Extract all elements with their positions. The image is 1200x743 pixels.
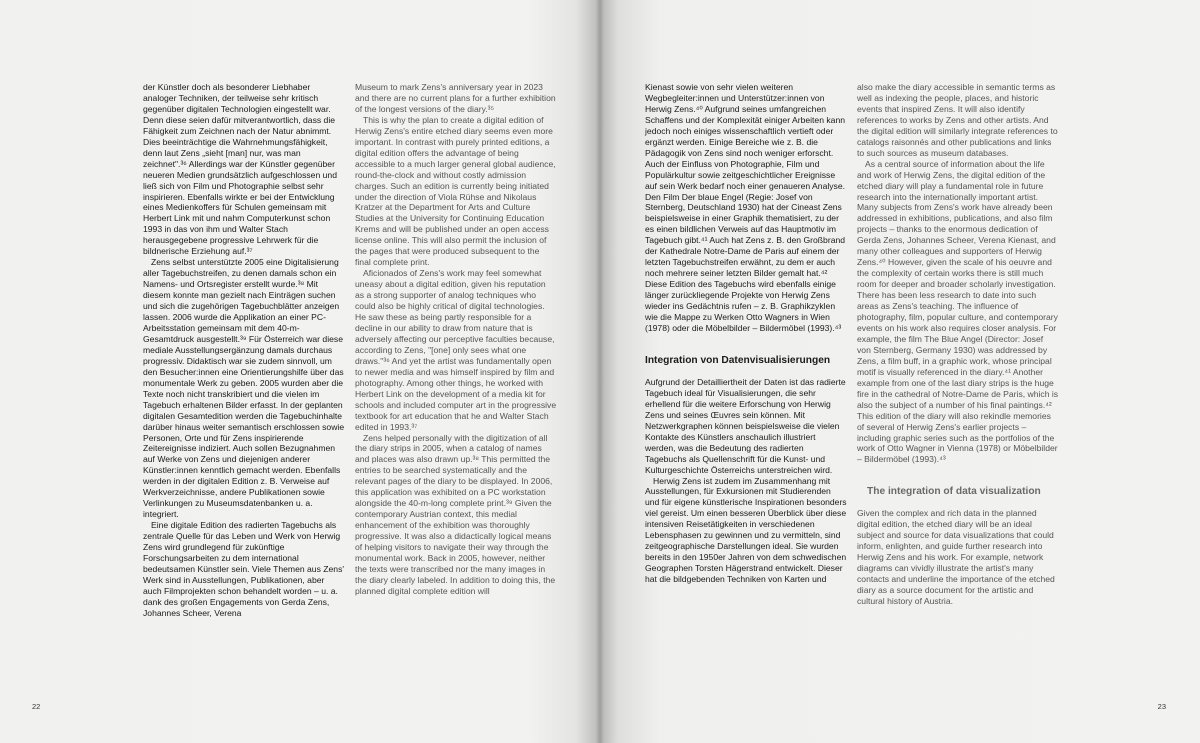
- paragraph: Museum to mark Zens's anniversary year in 2023 and there are no current plans for a further exhibition of the longest versions of the diary.³⁵: [355, 82, 556, 114]
- paragraph: Zens selbst unterstützte 2005 eine Digitalisierung aller Tagebuchstreifen, zu denen damals schon ein Namens- und Ortsregister erstellt wurde.³⁸ Mit diesem konnte man gezielt nach Einträgen suchen und sich die zugehörigen Tagebuchblätter anzeigen lassen. 2006 wurde die Applikation an einer PC-Arbeitsstation gemeinsam mit dem 40-m-Gesamtdruck ausgestellt.³⁹ Für Österreich war diese mediale Ausstellungsergänzung damals durchaus progressiv. Didaktisch war sie zudem sinnvoll, um den Besucher:innen eine Orientierungshilfe über das monumentale Werk zu geben. 2005 wurden aber die Texte noch nicht transkribiert und die vielen im Tagebuch erhaltenen Bilder erfasst. In der geplanten digitalen Gesamtedition werden die Tagebuchinhalte darüber hinaus weiter semantisch erschlossen sowie Personen, Orte und für Zens inspirierende Zeitereignisse indiziert. Auch sollen Bezugnahmen auf Werke von Zens und diejenigen anderer Künstler:innen kenntlich gemacht werden. Ebenfalls werden in der digitalen Edition z. B. Verweise auf Werkverzeichnisse, andere Publikationen sowie Verlinkungen zu Museumsdatenbanken u. a. integriert.: [143, 257, 345, 520]
- section-heading-english: The integration of data visualization: [867, 486, 1041, 498]
- paragraph: Kienast sowie von sehr vielen weiteren Wegbegleiter:innen und Unterstützer:innen von Herwig Zens.⁴⁰ Aufgrund seines umfangreichen Schaffens und der Komplexität einiger Arbeiten kann jedoch noch einiges wissenschaftlich vertieft oder ergänzt werden. Einige Bereiche wie z. B. die Pädagogik von Zens sind noch weniger erforscht. Auch der Einfluss von Photographie, Film und Populärkultur sowie zeitgeschichtlicher Ereignisse auf sein Werk bedarf noch einer genaueren Analyse. Den Film Der blaue Engel (Regie: Josef von Sternberg, Deutschland 1930) hat der Cineast Zens beispielsweise in einer Graphik thematisiert, zu der es einen bildlichen Verweis auf das Hauptmotiv im Tagebuch gibt.⁴¹ Auch hat Zens z. B. den Großbrand der Kathedrale Notre-Dame de Paris auf einem der letzten Tagebuchstreifen erwähnt, zu dem er auch noch mehrere seiner letzten Bilder gemalt hat.⁴² Diese Edition des Tagebuchs wird ebenfalls einige länger zurückliegende Projekte von Herwig Zens wieder ins Gedächtnis rufen – z. B. Graphikzyklen wie die Mappe zu Werken Otto Wagners in Wien (1978) oder die Möbelbilder – Bildermöbel (1993).⁴³: [645, 82, 846, 333]
- paragraph: Herwig Zens ist zudem im Zusammenhang mit Ausstellungen, für Exkursionen mit Studierenden und für eigene künstlerische Inspirationen besonders viel gereist. Um einen besseren Überblick über diese intensiven Reisetätigkeiten in verschiedenen Lebensphasen zu gewinnen und zu vermitteln, sind zeitgeographische Darstellungen ideal. Sie wurden bereits in den 1950er Jahren von dem schwedischen Geographen Torsten Hägerstrand entwickelt. Dieser hat die bildgebenden Techniken von Karten und: [645, 475, 847, 585]
- section-heading-german: Integration von Datenvisualisierungen: [645, 354, 831, 366]
- left-english-column: [355, 82, 557, 597]
- paragraph: also make the diary accessible in semantic terms as well as indexing the people, places, and historic events that inspired Zens. It will also identify references to works by Zens and other artists. And the digital edition will similarly integrate references to catalogs raisonnés and other publications and links to such sources as museum databases.: [857, 82, 1058, 158]
- book-gutter: [596, 0, 604, 743]
- paragraph: der Künstler doch als besonderer Liebhaber analoger Techniken, der teilweise sehr kritisch gegenüber digitalen Technologien eingestellt war. Denn diese seien dafür mitverantwortlich, dass die Fähigkeit zum Zeichnen nach der Natur abnimmt. Dies beeinträchtige die Wahrnehmungsfähigkeit, denn laut Zens „sieht [man] nur, was man zeichnet".³⁶ Allerdings war der Künstler gegenüber neueren Medien grundsätzlich aufgeschlossen und ließ sich von Film und Photographie selbst sehr inspirieren. Ebenfalls wirkte er bei der Entwicklung eines Medienkoffers für Schulen gemeinsam mit Herbert Link mit und nahm Computerkunst schon 1993 in das von ihm und Walter Stach herausgegebene progressive Lehrwerk für die bildnerische Erziehung auf.³⁷: [143, 82, 337, 257]
- paragraph: Given the complex and rich data in the planned digital edition, the etched diary will be an ideal subject and source for data visualizations that could inform, enlighten, and guide further research into Herwig Zens and his work. For example, network diagrams can vividly illustrate the artist's many contacts and underline the importance of the etched diary as a source document for the artistic and cultural history of Austria.: [857, 508, 1055, 606]
- paragraph: Eine digitale Edition des radierten Tagebuchs als zentrale Quelle für das Leben und Werk von Herwig Zens wird grundlegend für zukünftige Forschungsarbeiten zu dem international bedeutsamen Künstler sein. Viele Themen aus Zens' Werk sind in Ausstellungen, Publikationen, aber auch Filmprojekten schon behandelt worden – u. a. dank des großen Engagements von Gerda Zens, Johannes Scheer, Verena: [143, 520, 345, 618]
- paragraph: Aufgrund der Detailliertheit der Daten ist das radierte Tagebuch ideal für Visualisierungen, die sehr erhellend für die weitere Erforschung von Herwig Zens und seines Œuvres sein können. Mit Netzwerkgraphen können beispielsweise die vielen Kontakte des Künstlers anschaulich illustriert werden, was die Bedeutung des radierten Tagebuchs als Quellenschrift für die Kunst- und Kulturgeschichte Österreichs unterstreichen wird.: [645, 376, 846, 475]
- paragraph: Aficionados of Zens's work may feel somewhat uneasy about a digital edition, given his reputation as a strong supporter of analog techniques who could also be highly critical of digital technologies. He saw these as being partly responsible for a decline in our ability to draw from nature that is adversely affecting our perceptive faculties because, according to Zens, "[one] only sees what one draws."³⁶ And yet the artist was fundamentally open to newer media and was himself inspired by film and photography. Among other things, he worked with Herbert Link on the development of a media kit for schools and included computer art in the progressive textbook for art education that he and Walter Stach edited in 1993.³⁷: [355, 268, 557, 432]
- right-english-column: [857, 82, 1059, 607]
- page-number-left: 22: [32, 702, 41, 711]
- paragraph: This is why the plan to create a digital edition of Herwig Zens's entire etched diary seems even more important. In contrast with purely printed editions, a digital edition offers the advantage of being accessible to a much larger general global audience, round-the-clock and without costly admission charges. Such an edition is currently being initiated under the direction of Viola Rühse and Nikolaus Kratzer at the Department for Arts and Culture Studies at the University for Continuing Education Krems and will be published under an open access license online. This will also permit the inclusion of the pages that were produced subsequent to the final complete print.: [355, 114, 556, 268]
- paragraph: As a central source of information about the life and work of Herwig Zens, the digital edition of the etched diary will play a fundamental role in future research into the internationally important artist. Many subjects from Zens's work have already been addressed in exhibitions, publications, and also film projects – thanks to the enormous dedication of Gerda Zens, Johannes Scheer, Verena Kienast, and many other colleagues and supporters of Herwig Zens.⁴⁰ However, given the scale of his oeuvre and the complexity of certain works there is still much room for deeper and broader scholarly investigation. There has been less research to date into such areas as Zens's teaching. The influence of photography, film, popular culture, and contemporary events on his work also requires closer analysis. For example, the film The Blue Angel (Director: Josef von Sternberg, Germany 1930) was addressed by Zens, a film buff, in a graphic work, whose principal motif is visually referenced in the diary.⁴¹ Another example from one of the last diary strips is the huge fire in the cathedral of Notre-Dame de Paris, which is also the subject of a number of his final paintings.⁴² This edition of the diary will also rekindle memories of several of Herwig Zens's earlier projects – including graphic series such as the portfolios of the work of Otto Wagner in Vienna (1978) or Möbelbilder – Bildermöbel (1993).⁴³: [857, 158, 1059, 465]
- paragraph: Zens helped personally with the digitization of all the diary strips in 2005, when a catalog of names and places was also drawn up.³⁸ This permitted the entries to be searched systematically and the relevant pages of the diary to be displayed. In 2006, this application was exhibited on a PC workstation alongside the 40-m-long complete print.³⁹ Given the contemporary Austrian context, this medial enhancement of the exhibition was thoroughly progressive. It was also a didactically logical means of helping visitors to navigate their way through the monumental work. Back in 2005, however, neither the texts were transcribed nor the many images in the diary clearly labeled. In addition to doing this, the planned digital complete edition will: [355, 432, 556, 596]
- right-page: [600, 0, 1200, 743]
- left-german-column: [143, 82, 345, 619]
- right-german-column: [645, 82, 847, 585]
- page-number-right: 23: [1157, 702, 1166, 711]
